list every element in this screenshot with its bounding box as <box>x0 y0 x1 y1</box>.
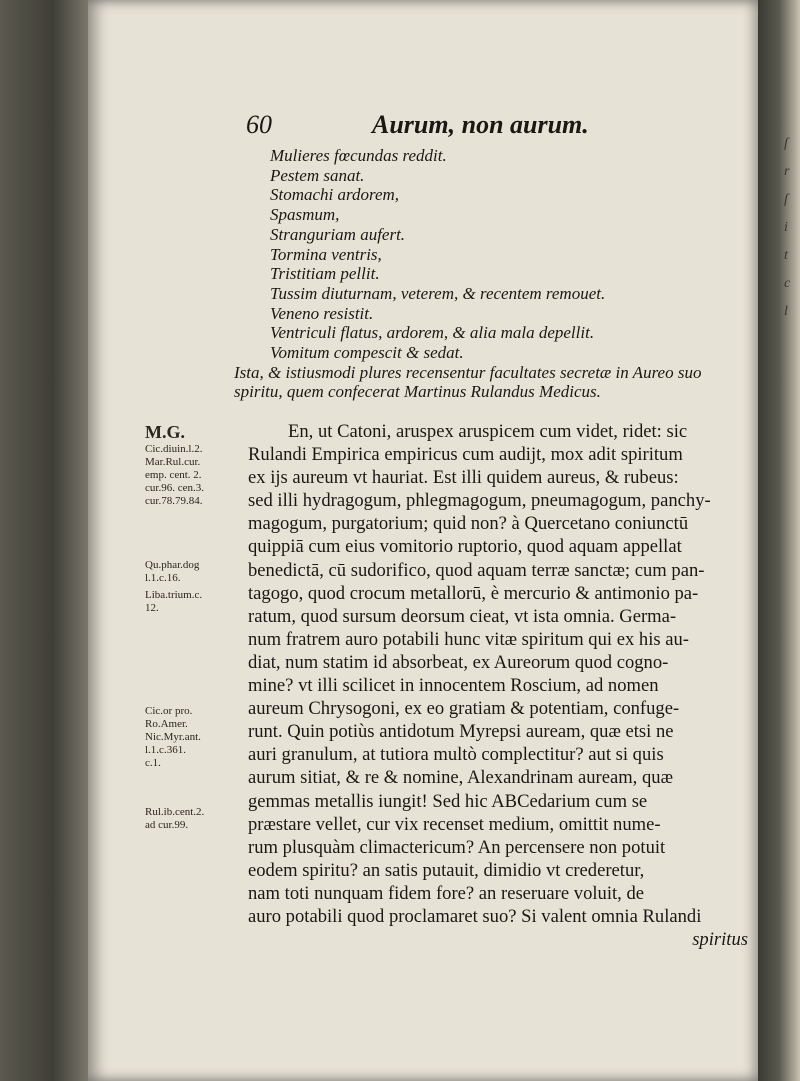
list-item: Tussim diuturnam, veterem, & recentem remouet. <box>270 283 606 303</box>
list-item: Tristitiam pellit. <box>270 264 380 284</box>
marginal-note-cicero <box>145 705 243 770</box>
text-line: gemmas metallis iungit! Sed hic ABCedarium cum se <box>248 790 648 812</box>
margin-ref: l.1.c.16. <box>145 572 181 584</box>
margin-ref: cur.96. cen.3. <box>145 482 204 494</box>
running-head <box>150 110 750 138</box>
text-line: runt. Quin potiùs antidotum Myrepsi auream, quæ etsi ne <box>248 721 674 743</box>
margin-ref: c.1. <box>145 757 161 769</box>
scan-left-margin <box>0 0 88 1081</box>
list-item: Vomitum compescit & sedat. <box>270 343 464 363</box>
margin-ref: emp. cent. 2. <box>145 469 202 481</box>
text-line: aureum Chrysogoni, ex eo gratiam & potentiam, confuge- <box>248 698 680 720</box>
marginal-note-libavius <box>145 589 243 615</box>
margin-ref: cur.78.79.84. <box>145 495 203 507</box>
margin-ref: ad cur.99. <box>145 819 189 831</box>
edge-letter: c <box>784 276 791 291</box>
list-item: Stranguriam aufert. <box>270 224 406 244</box>
page-number: 60 <box>246 110 272 139</box>
edge-letter: i <box>784 220 788 235</box>
marginal-note-rulandus <box>145 806 243 832</box>
text-line: rum plusquàm climactericum? An percensere non potuit <box>248 836 666 858</box>
text-line: nam toti nunquam fidem fore? an reseruare voluit, de <box>248 882 645 904</box>
margin-heading: M.G. <box>145 422 185 442</box>
edge-letter: ſ <box>784 192 788 207</box>
text-line: aurum sitiat, & re & nomine, Alexandrinam auream, quæ <box>248 767 673 789</box>
edge-letter: ſ <box>784 136 788 151</box>
text-line: quippiā cum eius vomitorio ruptorio, quod aquam appellat <box>248 536 682 558</box>
margin-ref: l.1.c.361. <box>145 744 186 756</box>
marginal-note-heading <box>145 421 243 508</box>
text-line: magogum, purgatorium; quid non? à Quercetano coniunctū <box>248 513 689 535</box>
margin-ref: 12. <box>145 602 159 614</box>
text-line: mine? vt illi scilicet in innocentem Roscium, ad nomen <box>248 675 659 697</box>
list-item: Spasmum, <box>270 205 340 225</box>
text-line: ex ijs aureum vt hauriat. Est illi quidem aureus, & rubeus: <box>248 467 679 489</box>
edge-letter: t <box>784 248 788 263</box>
text-line: num fratrem auro potabili hunc vitæ spiritum qui ex his au- <box>248 628 690 650</box>
text-line: benedictā, cū sudorifico, quod aquam terræ sanctæ; cum pan- <box>248 559 705 581</box>
margin-ref: Liba.trium.c. <box>145 589 203 601</box>
list-item: Tormina ventris, <box>270 244 382 264</box>
text-line: tagogo, quod crocum metallorū, è mercurio & antimonio pa- <box>248 582 699 604</box>
text-line: sed illi hydragogum, phlegmagogum, pneumagogum, panchy- <box>248 490 711 512</box>
next-page-edge-text <box>784 130 800 326</box>
catchword: spiritus <box>692 929 748 951</box>
text-line: diat, num statim id absorbeat, ex Aureorum quod cogno- <box>248 651 669 673</box>
running-title: Aurum, non aurum. <box>372 110 589 139</box>
italic-summary: Ista, & istiusmodi plures recensentur facultates secretæ in Aureo suo spiritu, quem confecerat Martinus Rulandus Medicus. <box>234 362 702 402</box>
margin-ref: Cic.or pro. <box>145 705 193 717</box>
text-line: En, ut Catoni, aruspex aruspicem cum videt, ridet: sic <box>288 421 688 442</box>
text-line: eodem spiritu? an satis putauit, dimidio vt crederetur, <box>248 859 645 881</box>
margin-ref: Nic.Myr.ant. <box>145 731 201 743</box>
list-item: Stomachi ardorem, <box>270 185 400 205</box>
list-item: Veneno resistit. <box>270 303 374 323</box>
virtues-list <box>234 146 740 402</box>
margin-ref: Qu.phar.dog <box>145 559 200 571</box>
margin-ref: Cic.diuin.l.2. <box>145 443 203 455</box>
list-item: Pestem sanat. <box>270 165 365 185</box>
list-item: Ventriculi flatus, ardorem, & alia mala depellit. <box>270 323 595 343</box>
margin-ref: Rul.ib.cent.2. <box>145 806 205 818</box>
body-paragraph <box>248 420 748 951</box>
text-line: ratum, quod sursum deorsum cieat, vt ista omnia. Germa- <box>248 605 677 627</box>
text-line: auri granulum, at tutiora multò complectitur? aut si quis <box>248 744 664 766</box>
text-line: præstare vellet, cur vix recenset medium, omittit nume- <box>248 813 661 835</box>
text-line: auro potabili quod proclamaret suo? Si valent omnia Rulandi <box>248 905 702 927</box>
margin-ref: Mar.Rul.cur. <box>145 456 201 468</box>
margin-ref: Ro.Amer. <box>145 718 188 730</box>
text-line: Rulandi Empirica empiricus cum audijt, mox adit spiritum <box>248 444 683 466</box>
edge-letter: l <box>784 304 788 319</box>
edge-letter: r <box>784 164 790 179</box>
marginal-note-quercetanus <box>145 559 243 585</box>
list-item: Mulieres fœcundas reddit. <box>270 146 447 165</box>
